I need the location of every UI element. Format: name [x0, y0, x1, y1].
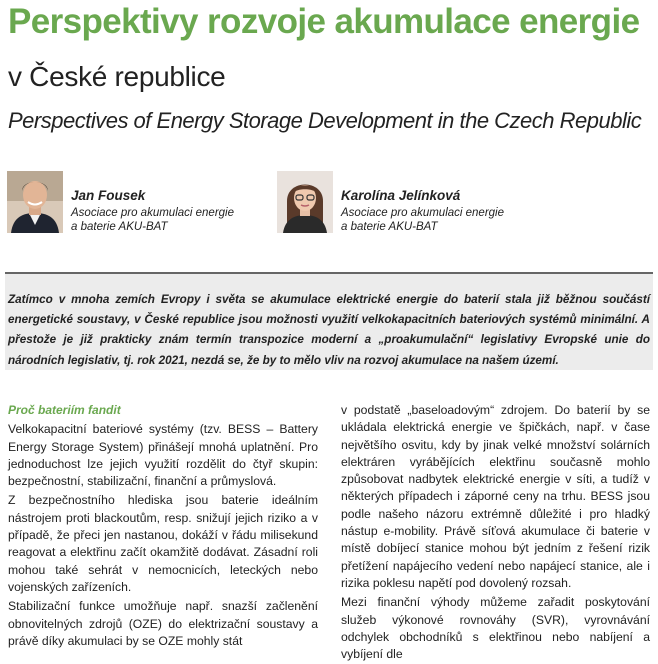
body-paragraph: v podstatě „baseloadovým“ zdrojem. Do baterií by se ukládala elektrická energie ve špičkách, např. v čase největšího osvitu, kdy by jinak velké množství solárních elektráren vyrábějících elektřinu současně mohlo způsobovat nadbytek elektrické energie v síti, a tudíž v některých případech i záporné ceny na trhu. BESS jsou podle našeho názoru extrémně důležité i pro hladký nástup e-mobility. Právě síťová akumulace či baterie v místě dobíjecí stanice mohou být jedním z řešení rizik přetížení napájecího vedení nebo napájecí stanice, ale i rizika poklesu napětí pod dovolený rozsah.: [341, 403, 650, 590]
abstract-box: [5, 272, 653, 370]
body-paragraph: Mezi finanční výhody můžeme zařadit poskytování služeb výkonové rovnováhy (SVR), vyrovnávání odchylek obchodníků s elektřinou nebo nabíjení a vybíjení dle: [341, 595, 650, 662]
author-affiliation: [341, 206, 504, 234]
body-column-right: [341, 402, 650, 663]
affiliation-line: Asociace pro akumulaci energie: [71, 207, 235, 219]
body-paragraph: Stabilizační funkce umožňuje např. snazší začlenění obnovitelných zdrojů (OZE) do elektrizační soustavy a právě díky akumulaci by se OZE mohly stát: [8, 599, 318, 648]
title-czech-line1: Perspektivy rozvoje akumulace energie: [8, 2, 640, 41]
title-english: Perspectives of Energy Storage Development in the Czech Republic: [8, 108, 642, 133]
body-paragraph: Velkokapacitní bateriové systémy (tzv. BESS – Battery Energy Storage System) přinášejí mnohá uplatnění. Pro jednoduchost lze jejich využití rozdělit do čtyř skupin: bezpečnostní, stabilizační, finanční a průmyslová.: [8, 422, 318, 489]
body-column-left: [8, 402, 318, 650]
title-czech-line2: v České republice: [8, 61, 226, 92]
author-photo: [277, 171, 333, 233]
affiliation-line: a baterie AKU-BAT: [341, 221, 438, 233]
abstract-text: Zatímco v mnoha zemích Evropy i světa se akumulace elektrické energie do baterií stala již běžnou součástí energetické soustavy, v České republice jsou možnosti využití velkokapacitních bateriových systémů minimální. A přestože je již prakticky znám termín transpozice moderní a „proakumulační“ legislativy Evropské unie do národních legislativ, tj. rok 2021, nezdá se, že by to mělo vliv na rozvoj akumulace na našem území.: [8, 293, 650, 367]
author-name: Jan Fousek: [71, 188, 146, 203]
affiliation-line: Asociace pro akumulaci energie: [341, 207, 505, 219]
author-name: Karolína Jelínková: [341, 188, 461, 203]
section-heading: Proč bateriím fandit: [8, 403, 121, 417]
author-photo: [7, 171, 63, 233]
affiliation-line: a baterie AKU-BAT: [71, 221, 168, 233]
author-affiliation: [71, 206, 234, 234]
body-paragraph: Z bezpečnostního hlediska jsou baterie ideálním nástrojem proti blackoutům, resp. snižují jejich riziko a v případě, že přeci jen nastanou, dokáží v řádu milisekund reagovat a elektřinu začít okamžitě dodávat. Zásadní roli mohou také sehrát v nemocnicích, leteckých nebo vojenských zařízeních.: [8, 493, 318, 594]
